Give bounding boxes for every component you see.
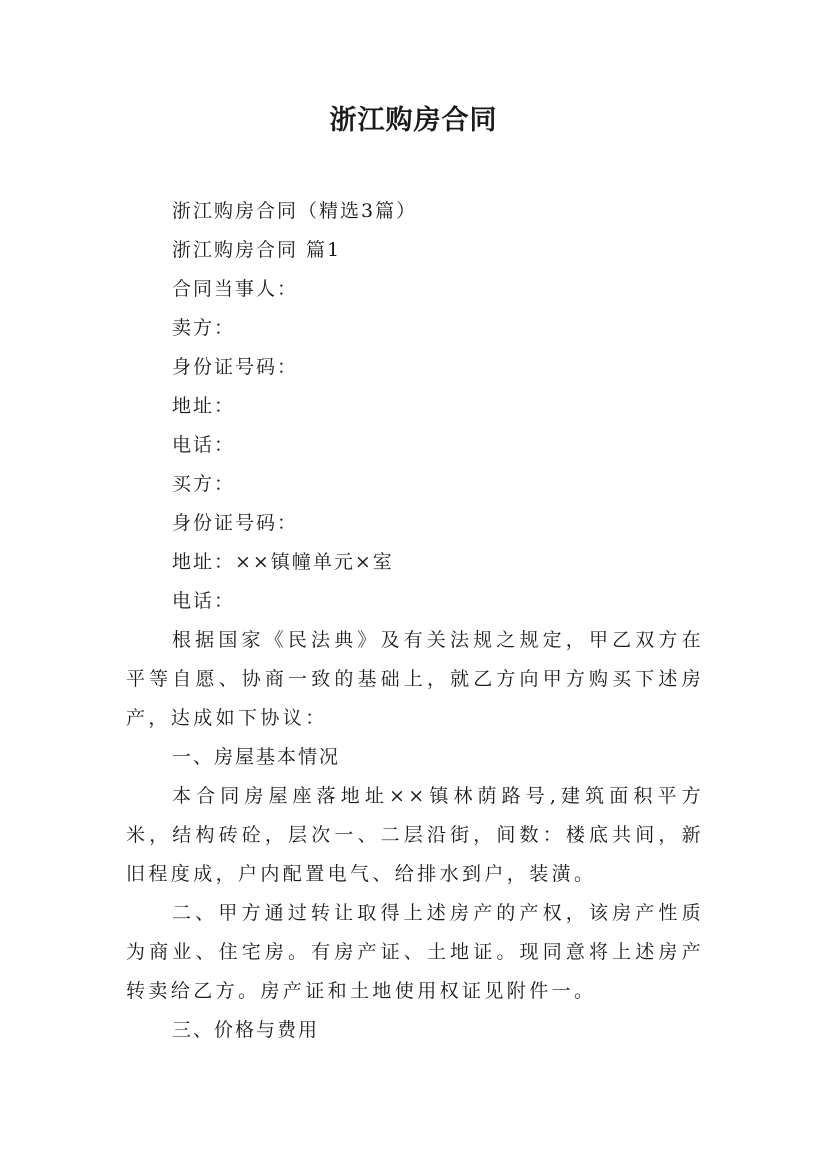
buyer-phone-field: 电话： — [172, 590, 236, 612]
buyer-address-field: 地址：××镇幢单元×室 — [172, 551, 394, 573]
seller-label: 卖方： — [172, 317, 236, 339]
parties-label: 合同当事人： — [172, 278, 299, 300]
section2-paragraph: 二、甲方通过转让取得上述房产的产权，该房产性质为商业、住宅房。有房产证、土地证。现同意将上述房产转卖给乙方。房产证和土地使用权证见附件一。 — [126, 902, 704, 1002]
seller-address-field: 地址： — [172, 395, 236, 417]
seller-phone-field: 电话： — [172, 434, 236, 456]
intro-paragraph: 根据国家《民法典》及有关法规之规定，甲乙双方在平等自愿、协商一致的基础上，就乙方向甲方购买下述房产，达成如下协议： — [126, 629, 704, 729]
article-heading: 浙江购房合同 篇1 — [172, 239, 342, 261]
buyer-label: 买方： — [172, 473, 236, 495]
section1-paragraph: 本合同房屋座落地址××镇林荫路号,建筑面积平方米，结构砖砼，层次一、二层沿街，间数：楼底共间，新旧程度成，户内配置电气、给排水到户，装潢。 — [126, 785, 704, 885]
document-subtitle: 浙江购房合同（精选3篇） — [172, 200, 418, 222]
section1-heading: 一、房屋基本情况 — [172, 746, 341, 768]
seller-id-field: 身份证号码： — [172, 356, 299, 378]
document-body — [126, 192, 704, 1050]
document-title: 浙江购房合同 — [329, 105, 498, 136]
buyer-id-field: 身份证号码： — [172, 512, 299, 534]
section3-heading: 三、价格与费用 — [172, 1019, 320, 1041]
